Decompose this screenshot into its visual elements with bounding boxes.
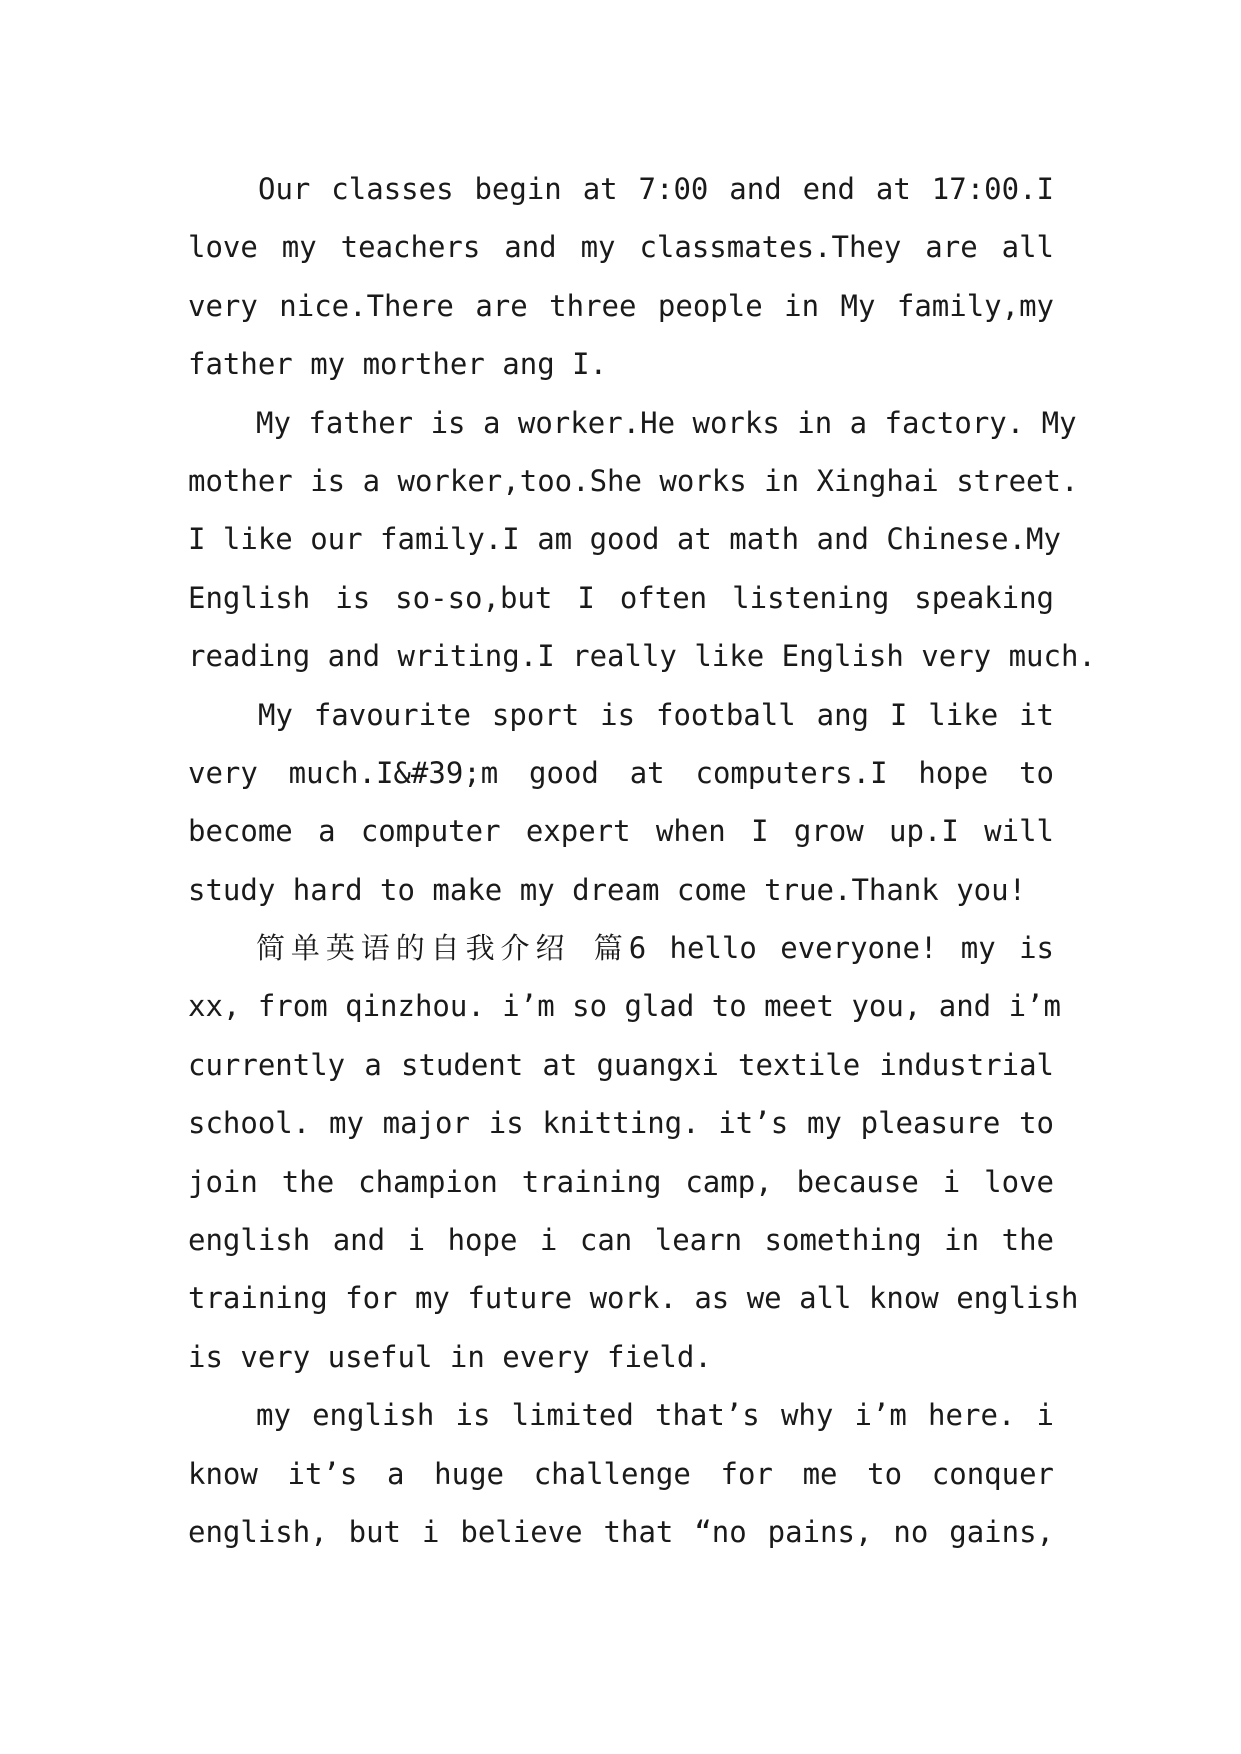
paragraph-3 [188,686,1054,920]
paragraph-line: is very useful in every field. [188,1339,712,1374]
paragraph-line: my english is limited that’s why i’m here. i [256,1398,1054,1433]
paragraph-line: training for my future work. as we all know english [188,1281,1079,1316]
paragraph-line: very nice.There are three people in My family,my [188,288,1054,323]
paragraph-line: I like our family.I am good at math and Chinese.My [188,522,1061,557]
paragraph-line: become a computer expert when I grow up.I will [188,814,1054,849]
paragraph-line: My favourite sport is football ang I like it [258,697,1054,732]
paragraph-1 [188,160,1054,394]
paragraph-line: mother is a worker,too.She works in Xinghai street. [188,463,1079,498]
paragraph-line: join the champion training camp, because i love [188,1164,1054,1199]
paragraph-line: study hard to make my dream come true.Thank you! [188,872,1027,907]
paragraph-line: english, but i believe that “no pains, no gains, [188,1514,1054,1549]
paragraph-line: xx, from qinzhou. i’m so glad to meet you, and i’m [188,989,1061,1024]
paragraph-line: love my teachers and my classmates.They are all [188,230,1054,265]
paragraph-line: father my morther ang I. [188,347,608,382]
body-text [188,160,1096,1561]
paragraph-line: english and i hope i can learn something in the [188,1223,1054,1258]
paragraph-line: English is so-so,but I often listening speaking [188,580,1054,615]
paragraph-5 [188,1386,1054,1561]
paragraph-4 [188,919,1079,1386]
paragraph-line: reading and writing.I really like English very much. [188,639,1096,674]
paragraph-line: Our classes begin at 7:00 and end at 17:00.I [258,172,1054,206]
paragraph-2 [188,394,1096,686]
paragraph-line: currently a student at guangxi textile industrial [188,1047,1054,1082]
paragraph-line: know it’s a huge challenge for me to conquer [188,1456,1054,1491]
paragraph-line: My father is a worker.He works in a factory. My [256,405,1077,440]
paragraph-line: school. my major is knitting. it’s my pleasure to [188,1106,1054,1141]
paragraph-line: very much.I&#39;m good at computers.I hope to [188,755,1054,790]
paragraph-line: 简单英语的自我介绍 篇6 hello everyone! my is [256,931,1054,966]
